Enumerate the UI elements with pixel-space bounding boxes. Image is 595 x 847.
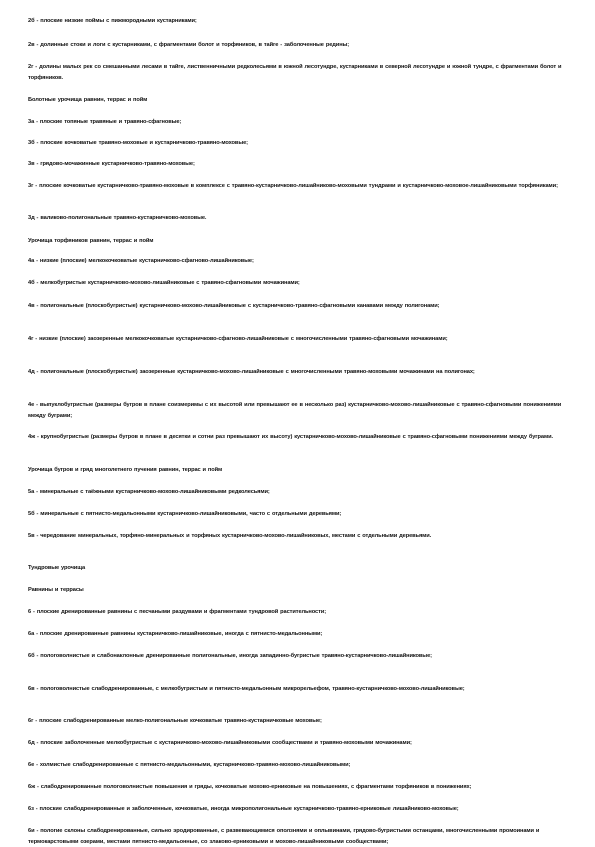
para-4b: 4б - мелкобугристые кустарничково-мохово-лишайниковые с травяно-сфагновыми мочажинами; (28, 280, 300, 286)
para-3v: 3в - грядово-мочажинные кустарничково-травяно-моховые; (28, 161, 195, 167)
para-5b: 5б - минеральные с пятнисто-медальонными кустарничково-лишайниковыми, часто с отдельными деревьями; (28, 511, 342, 517)
para-6z: 6з - плоские слабодренированные и заболоченные, кочковатые, иногда микрополигональные кустарничково-травяно-ерниковые лишайниково-моховые; (28, 806, 459, 812)
heading-peat-tracts: Урочища торфяников равнин, террас и пойм (28, 238, 154, 244)
para-4e: 4е - выпуклобугристые (размеры бугров в плане соизмеримы с их высотой или превышают ее в несколько раз) кустарничково-мохово-лишайниковые с травяно-сфагновыми понижениями между буграми; (28, 402, 562, 419)
para-4zh: 4ж - крупнобугристые (размеры бугров в плане в десятки и сотни раз превышают их высоту) кустарничково-мохово-лишайниковые с травяно-сфагновыми понижениями между буграми. (28, 434, 553, 440)
para-4g: 4г - низкие (плоские) заозеренные мелкокочковатые кустарничково-сфагново-лишайниковые с многочисленными травяно-сфагновыми мочажинами; (28, 336, 448, 342)
para-5a: 5а - минеральные с таёжными кустарничково-мохово-лишайниковыми редколесьями; (28, 489, 270, 495)
para-4d: 4д - полигональные (плоскобугристые) заозеренные кустарничково-мохово-лишайниковые с многочисленными травяно-моховыми мочажинами на полигонах; (28, 369, 475, 375)
heading-bog-tracts: Болотные урочища равнин, террас и пойм (28, 97, 148, 103)
para-2b: 2б - плоские низкие поймы с пижмородными кустарниками; (28, 18, 197, 24)
para-5v: 5в - чередование минеральных, торфяно-минеральных и торфяных кустарничково-мохово-лишайниковых, местами с отдельными деревьями. (28, 533, 432, 539)
heading-frost-mounds: Урочища бугров и гряд многолетнего пучения равнин, террас и пойм (28, 467, 223, 473)
para-3a: 3а - плоские топяные травяные и травяно-сфагновые; (28, 119, 182, 125)
para-6d: 6д - плоские заболоченные мелкобугристые с кустарничково-мохово-лишайниковыми сообществами и травяно-моховыми мочажинами; (28, 740, 412, 746)
para-6b: 6б - пологоволнистые и слабонаклонные дренированные полигональные, иногда западинно-бугристые травяно-кустарничково-лишайниковые; (28, 653, 432, 659)
para-6a: 6а - плоские дренированные равнины кустарничково-лишайниковые, иногда с пятнисто-медальонными; (28, 631, 323, 637)
para-6v: 6в - пологоволнистые слабодренированные, с мелкобугристым и пятнисто-медальонным микрорельефом, травяно-кустарничково-мохово-лишайниковые; (28, 686, 465, 692)
para-6e: 6е - холмистые слабодренированные с пятнисто-медальонными, кустарничково-травяно-мохово-лишайниковыми; (28, 762, 351, 768)
para-3d: 3д - валиково-полигональные травяно-кустарничково-моховые. (28, 215, 207, 221)
para-6g: 6г - плоские слабодренированные мелко-полигональные кочковатые травяно-кустарничковые моховые; (28, 718, 322, 724)
para-3b: 3б - плоские кочковатые травяно-моховые и кустарничково-травяно-моховые; (28, 140, 248, 146)
para-2g: 2г - долины малых рек со смешанными лесами в тайге, лиственничными редколесьями в южной лесотундре, кустарниками в северной лесотундре и южной тундре, с фрагментами болот и торфяников. (28, 64, 562, 81)
heading-plains-terraces: Равнины и террасы (28, 587, 84, 593)
heading-tundra-tracts: Тундровые урочища (28, 565, 86, 571)
para-2v: 2в - долинные стоки и логи с кустарниками, с фрагментами болот и торфяников, в тайге - заболоченные редины; (28, 42, 350, 48)
para-3g: 3г - плоские кочковатые кустарничково-травяно-моховые в комплексе с травяно-кустарничково-лишайниково-моховыми тундрами и кустарничково-моховое-лишайниковыми торфяниками; (28, 183, 558, 189)
para-6: 6 - плоские дренированные равнины с песчаными раздувами и фрагментами тундровой растительности; (28, 609, 326, 615)
para-4v: 4в - полигональные (плоскобугристые) кустарничково-мохово-лишайниковые с кустарничково-травяно-сфагновыми канавами между полигонами; (28, 303, 440, 309)
para-6zh: 6ж - слабодренированные пологоволнистые повышения и гряды, кочковатые мохово-ерниковые на повышениях, с фрагментами торфяников в понижениях; (28, 784, 472, 790)
para-4a: 4а - низкие (плоские) мелкокочковатые кустарничково-сфагново-лишайниковые; (28, 258, 254, 264)
para-6i: 6и - пологие склоны слабодренированные, сильно эродированные, с развевающимися оползнями и оплывинами, грядово-бугристыми останцами, многочисленными промоинами и термокарстовыми озерами, местами пятнисто-медальонные, со злаково-ерниковыми и мохово-лишайниковыми сообществами; (28, 828, 540, 845)
